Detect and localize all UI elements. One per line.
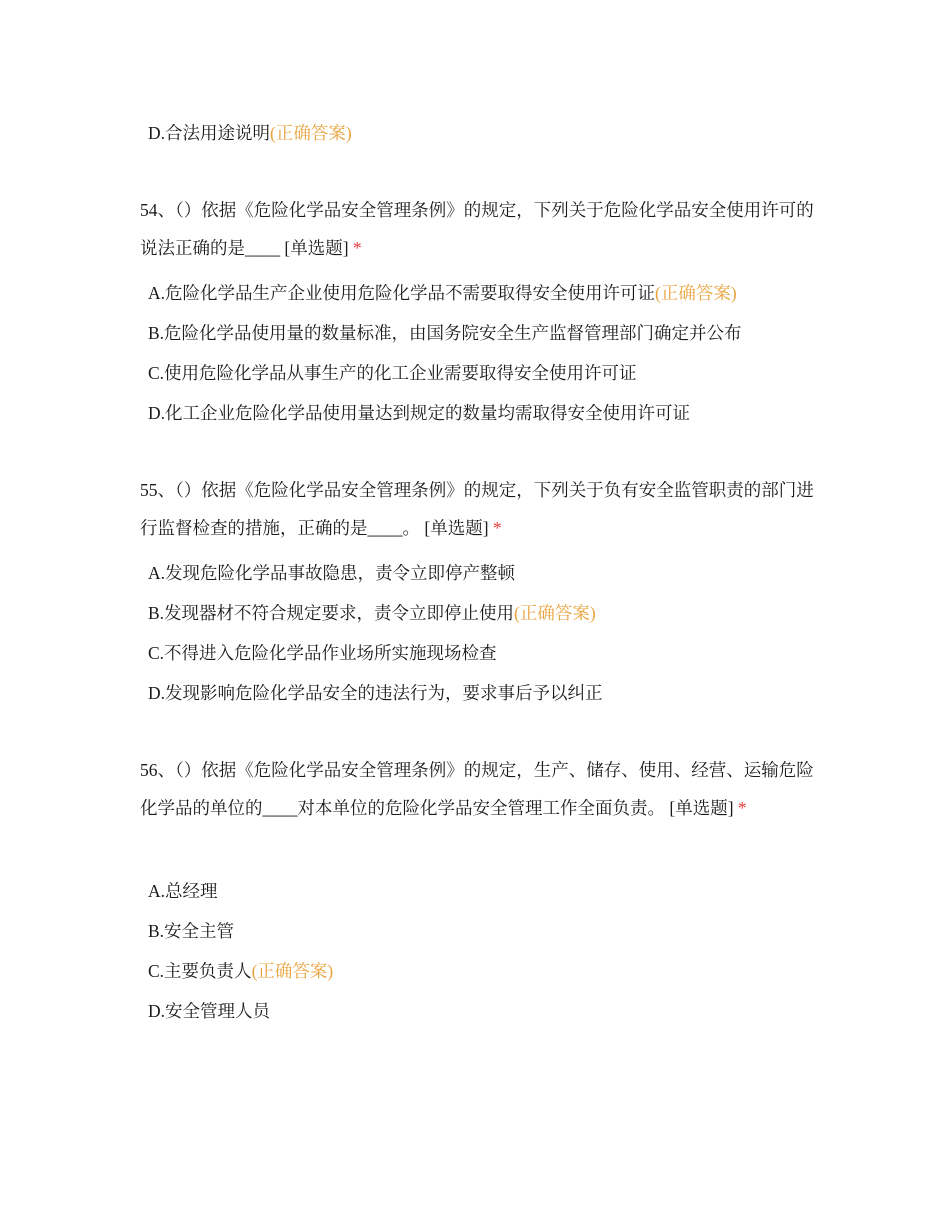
question-56-option-a <box>148 879 218 903</box>
question-type-tag: [单选题] <box>424 518 489 538</box>
option-text: D.安全管理人员 <box>148 1001 271 1021</box>
question-type-tag: [单选题] <box>284 238 349 258</box>
required-star: * <box>492 518 502 538</box>
question-55-option-a <box>148 561 515 585</box>
option-text: D.合法用途说明 <box>148 123 271 143</box>
correct-answer-mark: (正确答案) <box>251 961 334 981</box>
question-54-option-b <box>148 321 742 345</box>
option-text: C.不得进入危险化学品作业场所实施现场检查 <box>148 643 497 663</box>
question-55-option-b <box>148 601 596 625</box>
question-54-option-d <box>148 401 690 425</box>
question-56-option-c <box>148 959 333 983</box>
option-text: B.发现器材不符合规定要求，责令立即停止使用 <box>148 603 515 623</box>
question-text: 54、（）依据《危险化学品安全管理条例》的规定，下列关于危险化学品安全使用许可的说法正确的是____ <box>140 200 814 258</box>
question-55-option-d <box>148 681 603 705</box>
question-text: 56、（）依据《危险化学品安全管理条例》的规定，生产、储存、使用、经营、运输危险化学品的单位的____对本单位的危险化学品安全管理工作全面负责。 <box>140 760 814 818</box>
option-text: A.发现危险化学品事故隐患，责令立即停产整顿 <box>148 563 516 583</box>
question-54-option-c <box>148 361 637 385</box>
option-text: A.危险化学品生产企业使用危险化学品不需要取得安全使用许可证 <box>148 283 656 303</box>
option-text: B.安全主管 <box>148 921 235 941</box>
question-54 <box>140 191 815 267</box>
prev-question-option-d <box>148 121 352 145</box>
option-text: A.总经理 <box>148 881 218 901</box>
option-text: C.主要负责人 <box>148 961 252 981</box>
correct-answer-mark: (正确答案) <box>655 283 737 303</box>
question-55 <box>140 471 815 547</box>
option-text: C.使用危险化学品从事生产的化工企业需要取得安全使用许可证 <box>148 363 637 383</box>
question-55-option-c <box>148 641 497 665</box>
correct-answer-mark: (正确答案) <box>514 603 596 623</box>
required-star: * <box>737 798 747 818</box>
option-text: B.危险化学品使用量的数量标准，由国务院安全生产监督管理部门确定并公布 <box>148 323 742 343</box>
question-54-option-a <box>148 281 737 305</box>
question-56 <box>140 751 815 827</box>
question-text: 55、（）依据《危险化学品安全管理条例》的规定，下列关于负有安全监管职责的部门进行监督检查的措施，正确的是____。 <box>140 480 814 538</box>
question-56-option-d <box>148 999 270 1023</box>
question-type-tag: [单选题] <box>669 798 734 818</box>
correct-answer-mark: (正确答案) <box>270 123 352 143</box>
question-56-option-b <box>148 919 234 943</box>
option-text: D.发现影响危险化学品安全的违法行为，要求事后予以纠正 <box>148 683 603 703</box>
required-star: * <box>352 238 362 258</box>
option-text: D.化工企业危险化学品使用量达到规定的数量均需取得安全使用许可证 <box>148 403 691 423</box>
